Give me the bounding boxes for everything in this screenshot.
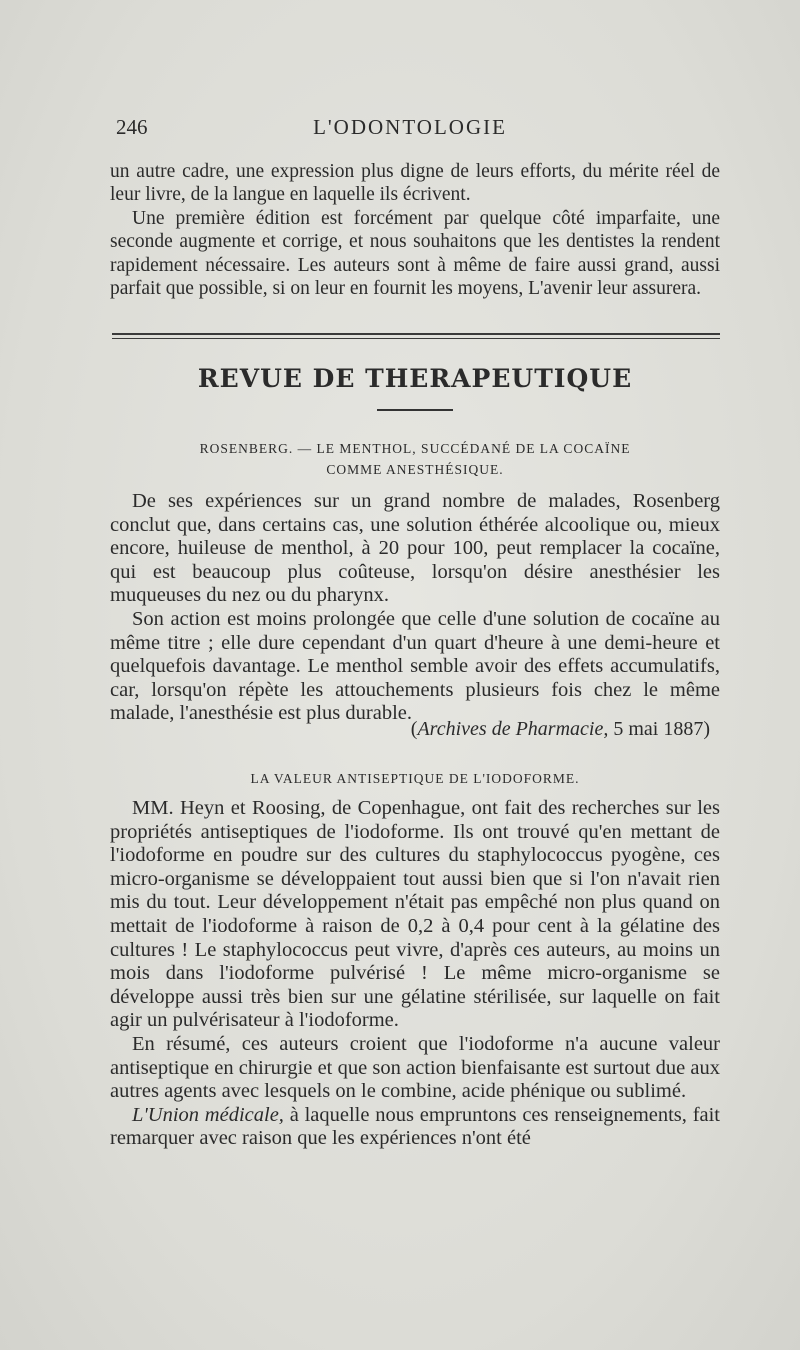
article1-citation: (Archives de Pharmacie, 5 mai 1887) [410, 718, 710, 740]
article1-paragraph-1: De ses expériences sur un grand nombre de malades, Rosenberg conclut que, dans certains cas, une solution éthérée alcoolique ou, mieux encore, huileuse de menthol, à 20 pour 100, peut remplacer la cocaïne, qui est beaucoup plus coûteuse, lorsqu'on désire anesthésier les muqueuses du nez ou du pharynx. [110, 490, 720, 607]
article1-heading-line2: COMME ANESTHÉSIQUE. [326, 462, 504, 477]
page-number: 246 [116, 115, 148, 139]
article1-heading-line1: ROSENBERG. — LE MENTHOL, SUCCÉDANÉ DE LA COCAÏNE [199, 441, 631, 456]
continuation-text [110, 160, 720, 300]
running-head [110, 115, 710, 143]
section-divider [112, 333, 720, 339]
article1-paragraph-2: Son action est moins prolongée que celle d'une solution de cocaïne au même titre ; elle dure cependant d'un quart d'heure à une demi-heure et quelquefois davantage. Le menthol semble avoir des effets accumulatifs, car, lorsqu'on répète les attouchements plusieurs fois chez le même malade, l'anesthésie est plus durable. [110, 607, 720, 725]
citation-date: 5 mai 1887 [613, 718, 704, 740]
article2-paragraph-3-text: à laquelle nous empruntons ces renseignements, fait remarquer avec raison que les expériences n'ont été [110, 1103, 721, 1150]
article1-heading [110, 438, 720, 480]
article1-body [110, 490, 720, 726]
article2-paragraph-2: En résumé, ces auteurs croient que l'iodoforme n'a aucune valeur antiseptique en chirurgie et que son action bienfaisante est surtout due aux autres agents avec lesquels on le combine, acide phénique ou sublimé. [110, 1032, 720, 1103]
section-title: REVUE DE THERAPEUTIQUE [197, 364, 633, 393]
union-medicale-source: L'Union médicale, [132, 1103, 284, 1126]
continuation-paragraph-2: Une première édition est forcément par quelque côté imparfaite, une seconde augmente et corrige, et nous souhaitons que les dentistes la rendent rapidement nécessaire. Les auteurs sont à même de faire aussi grand, aussi parfait que possible, si on leur en fournit les moyens, L'avenir leur assurera. [110, 207, 720, 300]
continuation-paragraph-1: un autre cadre, une expression plus digne de leurs efforts, du mérite réel de leur livre, de la langue en laquelle ils écrivent. [110, 161, 720, 206]
journal-title: L'ODONTOLOGIE [313, 115, 507, 139]
article2-paragraph-3 [110, 1104, 720, 1151]
article2-heading: LA VALEUR ANTISEPTIQUE DE L'IODOFORME. [250, 771, 580, 786]
title-underline [377, 409, 453, 411]
article2-paragraph-1: MM. Heyn et Roosing, de Copenhague, ont fait des recherches sur les propriétés antiseptiques de l'iodoforme. Ils ont trouvé qu'en mettant de l'iodoforme en poudre sur des cultures du staphylococcus pyogène, ces micro-organisme se développaient tout aussi bien que si l'on n'avait rien mis du tout. Leur développement n'était pas empêché non plus quand on mettait de l'iodoforme à raison de 0,2 à 0,4 pour cent à la gélatine des cultures ! Le staphylococcus peut vivre, d'après ces auteurs, au moins un mois dans l'iodoforme pulvérisé ! Le même micro-organisme se développe aussi très bien sur une gélatine stérilisée, sur laquelle on fait agir un pulvérisateur à l'iodoforme. [110, 797, 720, 1032]
article2-body [110, 797, 720, 1151]
citation-source: Archives de Pharmacie, [417, 718, 609, 740]
